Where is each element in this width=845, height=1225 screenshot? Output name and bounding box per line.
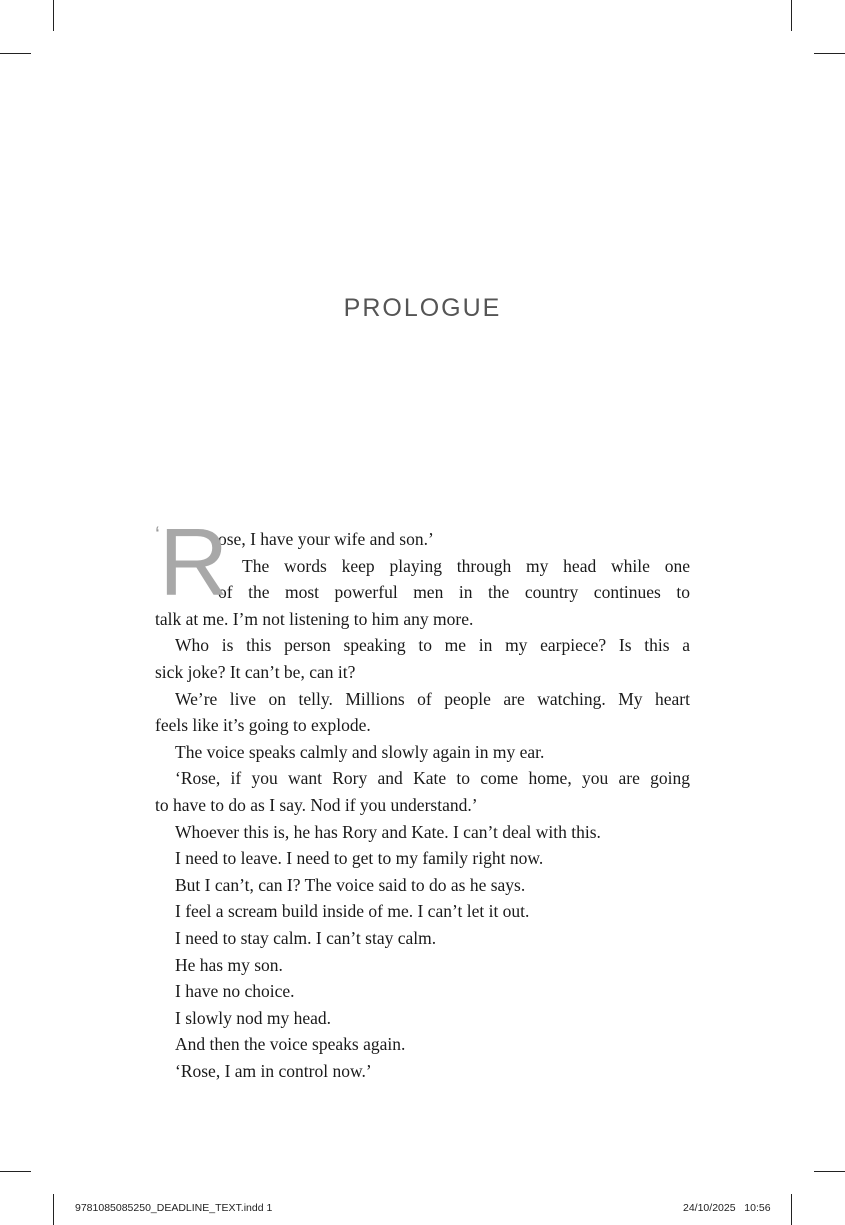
text-line: talk at me. I’m not listening to him any more. bbox=[155, 608, 474, 629]
slug-datetime: 24/10/2025 10:56 bbox=[683, 1202, 771, 1214]
crop-mark bbox=[53, 0, 54, 31]
crop-mark bbox=[0, 53, 31, 54]
text-line: of the most powerful men in the country continues to bbox=[218, 582, 690, 603]
text-line: But I can’t, can I? The voice said to do as he says. bbox=[175, 874, 526, 895]
text-line: I have no choice. bbox=[175, 981, 295, 1002]
text-line: sick joke? It can’t be, can it? bbox=[155, 661, 356, 682]
body-text bbox=[155, 509, 690, 1084]
text-line: I need to stay calm. I can’t stay calm. bbox=[175, 927, 437, 948]
slug-file: 9781085085250_DEADLINE_TEXT.indd 1 bbox=[75, 1202, 273, 1214]
text-line: Who is this person speaking to me in my earpiece? Is this a bbox=[175, 635, 690, 656]
text-line: ose, I have your wife and son.’ bbox=[218, 529, 434, 549]
text-line: ‘Rose, if you want Rory and Kate to come home, you are going bbox=[175, 768, 690, 789]
crop-mark bbox=[814, 53, 845, 54]
text-line: I slowly nod my head. bbox=[175, 1007, 332, 1028]
crop-mark bbox=[791, 0, 792, 31]
crop-mark bbox=[814, 1171, 845, 1172]
text-line: I need to leave. I need to get to my family right now. bbox=[175, 848, 544, 869]
text-line: I feel a scream build inside of me. I can’t let it out. bbox=[175, 901, 530, 922]
text-line: feels like it’s going to explode. bbox=[155, 715, 371, 736]
text-line: Whoever this is, he has Rory and Kate. I can’t deal with this. bbox=[175, 821, 601, 842]
text-line: And then the voice speaks again. bbox=[175, 1034, 406, 1055]
text-line: The voice speaks calmly and slowly again in my ear. bbox=[175, 741, 545, 762]
text-line: to have to do as I say. Nod if you understand.’ bbox=[155, 794, 478, 815]
crop-mark bbox=[0, 1171, 31, 1172]
text-line: The words keep playing through my head while one bbox=[242, 555, 690, 576]
drop-cap-quote: ‘ bbox=[155, 522, 160, 547]
text-line: We’re live on telly. Millions of people are watching. My heart bbox=[175, 688, 690, 709]
crop-mark bbox=[791, 1194, 792, 1225]
drop-cap: R bbox=[159, 509, 229, 616]
text-line: He has my son. bbox=[175, 954, 283, 975]
text-line: ‘Rose, I am in control now.’ bbox=[175, 1060, 372, 1081]
chapter-title: PROLOGUE bbox=[343, 294, 502, 322]
crop-mark bbox=[53, 1194, 54, 1225]
